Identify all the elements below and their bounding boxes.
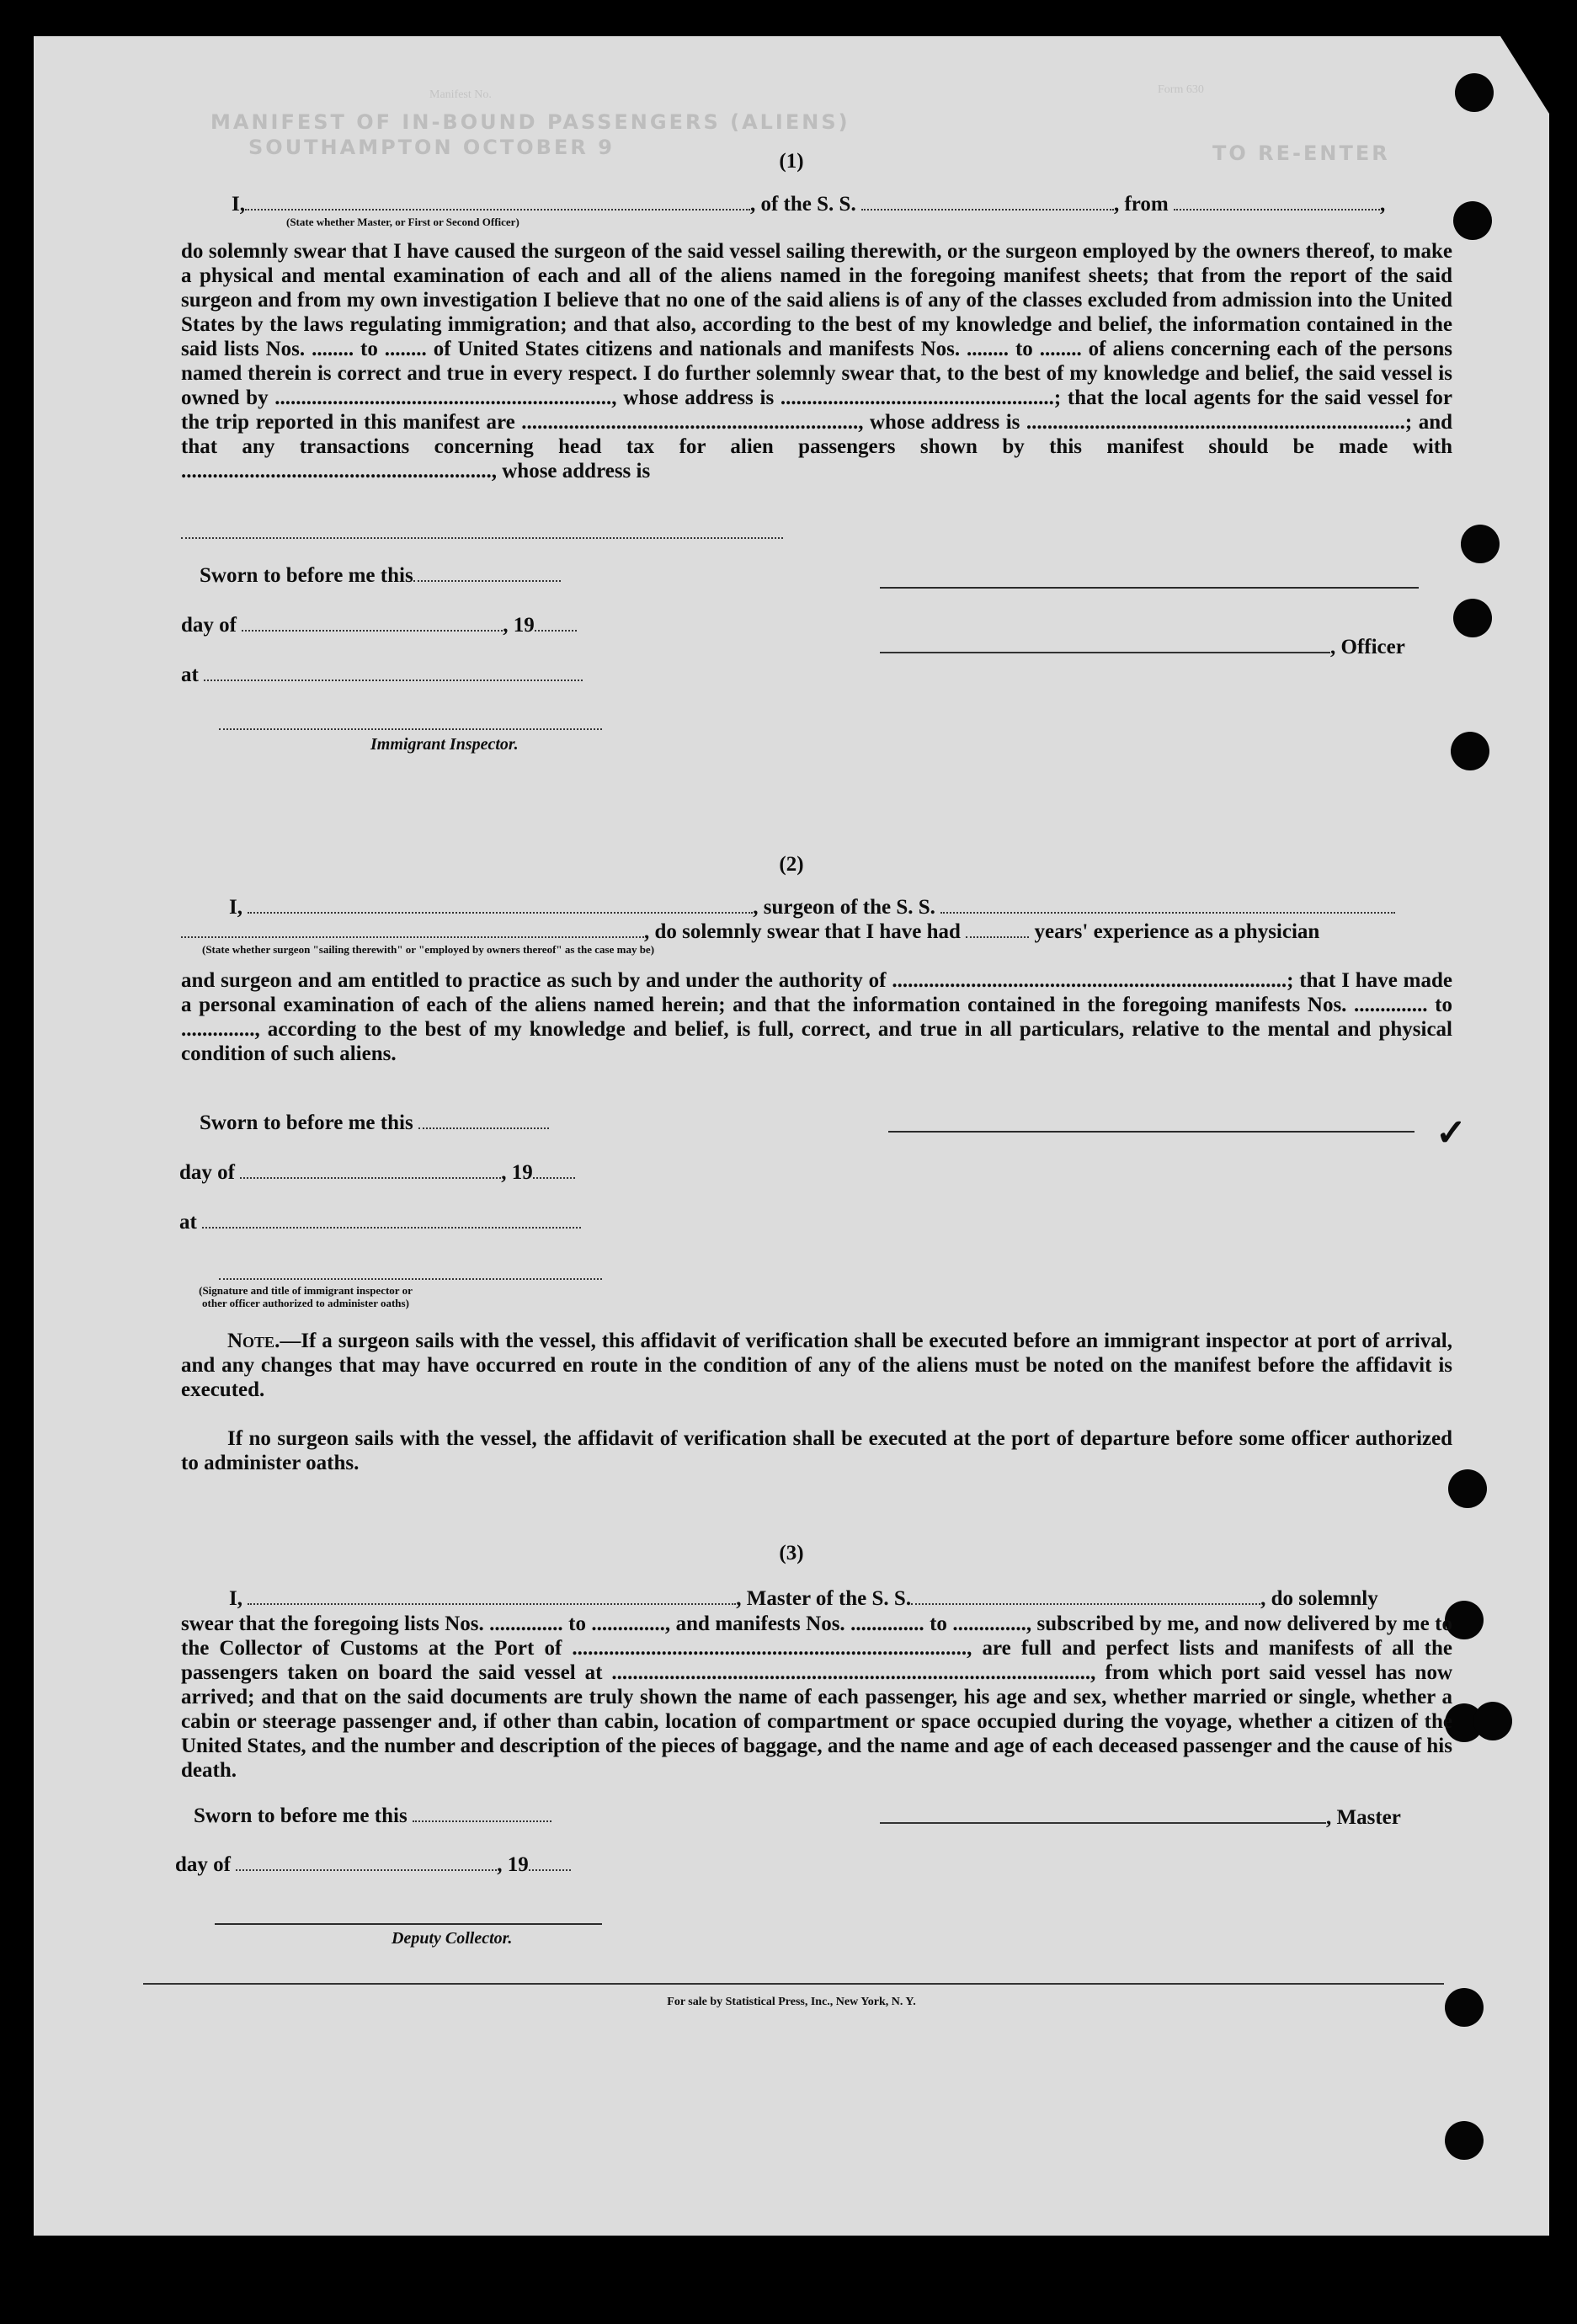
s1-day-field[interactable] (242, 615, 503, 632)
s1-sworn-label: Sworn to before me this (200, 564, 413, 587)
s2-line2 (181, 920, 1319, 944)
s1-officer-field[interactable] (245, 194, 750, 211)
s2-sworn-label: Sworn to before me this (200, 1111, 413, 1134)
binder-hole (1453, 201, 1492, 240)
s3-master-field[interactable] (248, 1588, 736, 1605)
s2-status-note: (State whether surgeon "sailing therewith" or "employed by owners thereof" as the case may be) (202, 943, 655, 956)
s2-year-label: , 19 (501, 1161, 533, 1184)
s3-vessel-field[interactable] (911, 1588, 1260, 1605)
s3-master-ss: , Master of the S. S. (736, 1587, 912, 1610)
clipped-corner (1500, 36, 1549, 114)
check-mark-icon: ✓ (1436, 1112, 1467, 1154)
footer-rule (143, 1983, 1444, 1985)
s1-of-ss: , of the S. S. (749, 193, 856, 216)
binder-hole (1451, 732, 1489, 770)
s2-i: I, (229, 896, 242, 919)
s1-i: I, (232, 193, 245, 216)
s1-year-label: , 19 (503, 614, 535, 637)
s2-sworn (200, 1111, 549, 1135)
s3-body: swear that the foregoing lists Nos. .............. to .............., and manifests Nos. .............. to .............., subscribed by me, and now delivered by me to the Collector of Customs at the Port of ..........................................................................., are full and perfect lists and manifests of all the passengers taken on board the said vessel at ..........................................................................................., from which port said vessel has now arrived; and that on the said documents are truly shown the name of each passenger, his age and sex, whether married or single, whether a cabin or steerage passenger and, if other than cabin, location of compartment or space occupied during the voyage, whether a citizen of the United States, and the number and description of the pieces of baggage, and the name and age of each deceased passenger and the cause of his death. (181, 1612, 1452, 1782)
s3-solemnly: , do solemnly (1260, 1587, 1378, 1610)
binder-hole (1455, 73, 1494, 112)
s1-at-field[interactable] (204, 664, 583, 681)
s3-sworn-field[interactable] (413, 1805, 551, 1822)
s1-officer-label: , Officer (1330, 636, 1405, 658)
s2-note (181, 1329, 1452, 1402)
ghost-manifest-sub: SOUTHAMPTON OCTOBER 9 (248, 136, 615, 159)
ghost-faint-right: Form 630 (1158, 83, 1204, 96)
binder-hole (1473, 1702, 1512, 1740)
s3-day-field[interactable] (236, 1854, 497, 1871)
s2-status-field[interactable] (181, 921, 644, 938)
s3-master-signature[interactable] (880, 1807, 1326, 1824)
s2-signature-line[interactable] (888, 1131, 1415, 1133)
s1-from-field[interactable] (1174, 194, 1380, 211)
s2-year-field[interactable] (533, 1162, 575, 1179)
section-2-number: (2) (779, 853, 804, 876)
s1-signature-line[interactable] (880, 587, 1419, 589)
s1-day (181, 614, 577, 637)
s2-sworn-field[interactable] (418, 1112, 549, 1129)
s1-at (181, 664, 583, 687)
s2-body: and surgeon and am entitled to practice as such by and under the authority of ...........................................................................; that I have made a personal examination of each of the aliens named herein; and that the information contained in the foregoing manifests Nos. .............. to .............., according to the best of my knowledge and belief, is full, correct, and true in all particulars, relative to the mental and physical condition of such aliens. (181, 969, 1452, 1065)
s3-sworn-label: Sworn to before me this (194, 1804, 408, 1827)
s1-body: do solemnly swear that I have caused the surgeon of the said vessel sailing therewith, or the surgeon employed by the owners thereof, to make a physical and mental examination of each and all of the aliens named in the foregoing manifest sheets; that from the report of the said surgeon and from my own investigation I believe that no one of the said aliens is of any of the classes excluded from admission into the United States by the laws regulating immigration; and that also, according to the best of my knowledge and belief, the information contained in the said lists Nos. ........ to ........ of United States citizens and nationals and manifests Nos. ........ to ........ of aliens concerning each of the persons named therein is correct and true in every respect. I do further solemnly swear that, to the best of my knowledge and belief, the said vessel is owned by ................................................................, whose address is ....................................................; that the local agents for the said vessel for the trip reported in this manifest are ................................................................, whose address is ........................................................................; and that any transactions concerning head tax for alien passengers shown by this manifest should be made with ..........................................................., whose address is (181, 240, 1452, 482)
s1-officer (880, 636, 1405, 659)
s3-master (880, 1806, 1401, 1830)
s3-master-label: , Master (1326, 1806, 1401, 1829)
s1-from: , from (1113, 193, 1169, 216)
s3-day (175, 1853, 571, 1877)
s2-day-label: day of (179, 1161, 235, 1184)
ghost-manifest-title: MANIFEST OF IN-BOUND PASSENGERS (ALIENS) (210, 110, 850, 134)
s2-vessel-field[interactable] (940, 897, 1395, 914)
s1-day-label: day of (181, 614, 237, 637)
section-3-number: (3) (779, 1542, 804, 1564)
s2-day (179, 1161, 575, 1185)
s1-inspector-line[interactable] (219, 728, 602, 730)
s1-vessel-field[interactable] (861, 194, 1114, 211)
s2-surgeon-field[interactable] (248, 897, 753, 914)
s2-signature-note: (Signature and title of immigrant inspector or other officer authorized to administer oaths) (199, 1284, 413, 1309)
s3-line1 (229, 1587, 1378, 1611)
s1-officer-note: (State whether Master, or First or Second Officer) (286, 216, 519, 228)
s2-note-body: —If a surgeon sails with the vessel, this affidavit of verification shall be executed before an immigrant inspector at port of arrival, and any changes that may have occurred en route in the condition of any of the aliens must be noted on the manifest before the affidavit is executed. (181, 1330, 1452, 1401)
s2-note2: If no surgeon sails with the vessel, the affidavit of verification shall be executed at the port of departure before some officer authorized to administer oaths. (181, 1427, 1452, 1474)
s3-collector-line[interactable] (215, 1923, 602, 1925)
form-page (34, 36, 1549, 2236)
s3-year-field[interactable] (529, 1854, 571, 1871)
s1-inspector-caption: Immigrant Inspector. (370, 735, 519, 754)
footer-text: For sale by Statistical Press, Inc., New York, N. Y. (667, 1996, 916, 2008)
s3-i: I, (229, 1587, 242, 1610)
binder-hole (1453, 599, 1492, 637)
s1-officer-title-field[interactable] (880, 637, 1330, 653)
s2-signature-field[interactable] (219, 1278, 602, 1280)
s2-line1 (229, 896, 1395, 919)
s2-day-field[interactable] (240, 1162, 501, 1179)
s1-year-field[interactable] (535, 615, 577, 632)
s2-at-field[interactable] (202, 1212, 581, 1229)
ghost-faint-left: Manifest No. (429, 88, 492, 101)
s1-address-field[interactable] (181, 537, 783, 539)
binder-hole (1448, 1469, 1487, 1508)
s2-surgeon-ss: , surgeon of the S. S. (753, 896, 935, 919)
s1-sworn-field[interactable] (413, 565, 561, 582)
s1-line1 (232, 193, 1385, 216)
s3-collector-caption: Deputy Collector. (392, 1929, 513, 1948)
s1-sworn (200, 564, 561, 588)
s3-year-label: , 19 (497, 1853, 529, 1876)
s3-day-label: day of (175, 1853, 231, 1876)
s3-sworn (194, 1804, 551, 1828)
s2-years-field[interactable] (966, 921, 1029, 938)
s1-comma: , (1380, 193, 1386, 216)
s2-at-label: at (179, 1211, 197, 1234)
s2-years-label: years' experience as a physician (1034, 920, 1320, 943)
s2-swear: , do solemnly swear that I have had (644, 920, 961, 943)
s1-at-label: at (181, 664, 199, 686)
s2-note-head: Note. (227, 1330, 280, 1352)
ghost-re-entry: TO RE-ENTER (1212, 141, 1390, 165)
section-1-number: (1) (779, 150, 804, 173)
binder-hole (1461, 525, 1500, 563)
binder-hole (1445, 2121, 1484, 2160)
s2-at (179, 1211, 581, 1234)
